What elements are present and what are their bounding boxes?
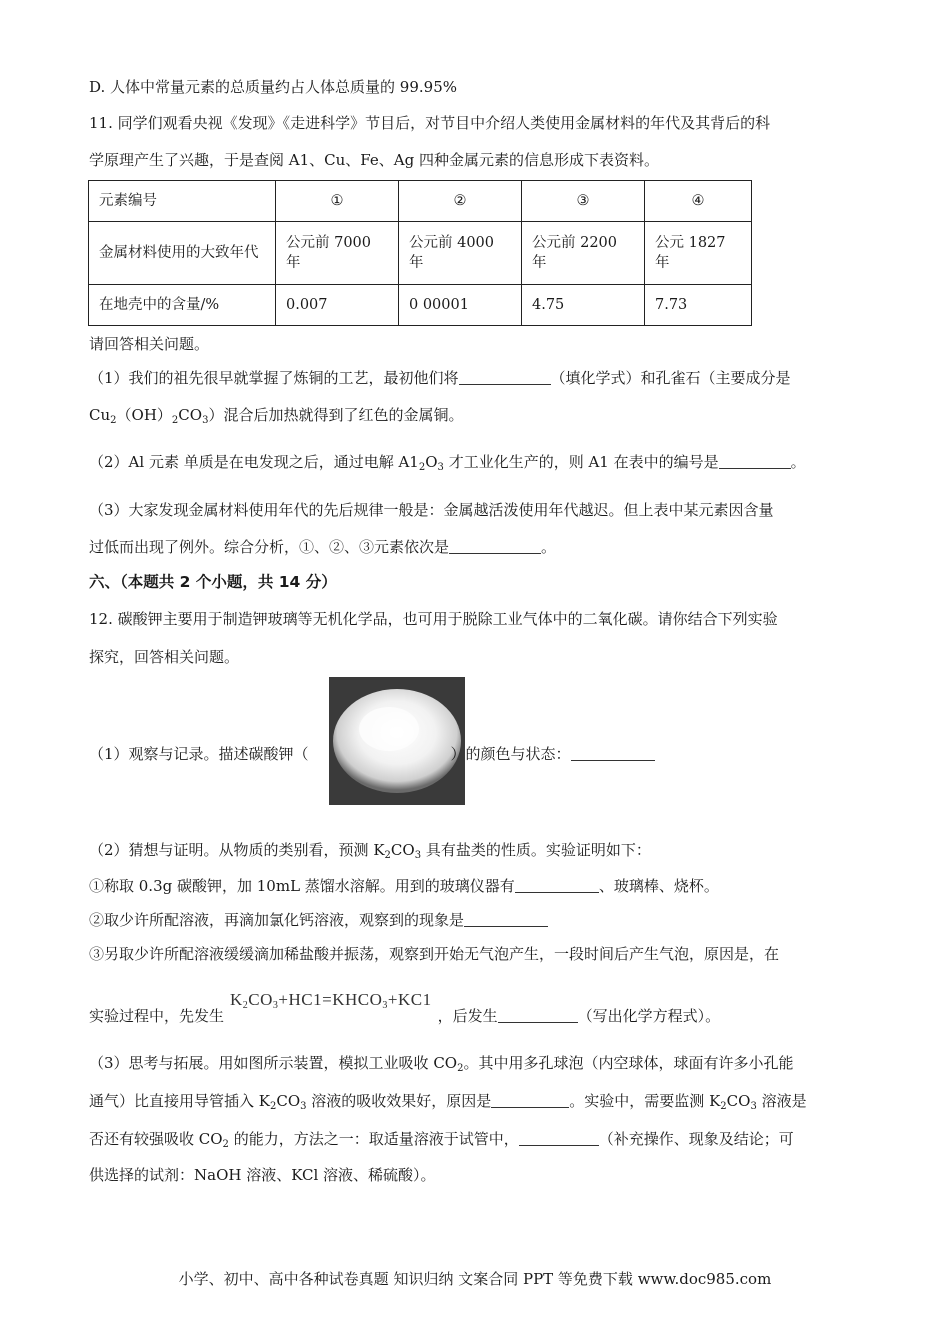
q12-part2: （2）猜想与证明。从物质的类别看，预测 $K_2CO_3$ 具有盐类的性质。实验证明如下：: [89, 841, 651, 861]
q11-part1-line2: $Cu_2(OH)_2CO_3$）混合后加热就得到了红色的金属铜。: [89, 406, 464, 426]
q12-part3-line1: （3）思考与拓展。用如图所示装置，模拟工业吸收 $CO_2$。其中用多孔球泡（内空球体，球面有许多小孔能: [89, 1054, 794, 1074]
q12-part3-line3: 否还有较强吸收 $CO_2$ 的能力，方法之一：取适量溶液于试管中， （补充操作、现象及结论；可: [89, 1130, 794, 1150]
table-cell: 公元前 7000 年: [276, 222, 399, 285]
answer-blank[interactable]: [498, 1008, 578, 1023]
table-cell: ③: [522, 181, 645, 222]
q12-part3-line2: 通气）比直接用导管插入 $K_2CO_3$ 溶液的吸收效果好，原因是 。实验中，需要监测 $K_2CO_3$ 溶液是: [89, 1092, 807, 1112]
table-cell: 公元前 2200 年: [522, 222, 645, 285]
table-cell: 0.007: [276, 285, 399, 326]
q11-part1-line1: （1）我们的祖先很早就掌握了炼铜的工艺，最初他们将 （填化学式）和孔雀石（主要成分是: [89, 369, 791, 387]
answer-blank[interactable]: [459, 370, 551, 385]
table-cell: 金属材料使用的大致年代: [89, 222, 276, 285]
section-heading: 六、（本题共 2 个小题，共 14 分）: [89, 573, 337, 591]
q12-stem-line1: 12. 碳酸钾主要用于制造钾玻璃等无机化学品，也可用于脱除工业气体中的二氧化碳。请你结合下列实验: [89, 610, 778, 628]
table-cell: 公元前 4000 年: [399, 222, 522, 285]
q12-step2: ②取少许所配溶液，再滴加氯化钙溶液，观察到的现象是: [89, 910, 548, 930]
table-cell: ②: [399, 181, 522, 222]
table-row: [89, 285, 752, 326]
answer-blank[interactable]: [719, 454, 791, 469]
q11-part2: （2）Al 元素 单质是在电发现之后，通过电解 $A1_2O_3$ 才工业化生产的，则 A1 在表中的编号是 。: [89, 453, 806, 473]
table-cell: 4.75: [522, 285, 645, 326]
q12-stem-line2: 探究，回答相关问题。: [89, 648, 240, 666]
q11-part3-line2: 过低而出现了例外。综合分析，①、②、③元素依次是 。: [89, 538, 557, 556]
answer-blank[interactable]: [491, 1093, 569, 1108]
q12-part3-line4: 供选择的试剂：NaOH 溶液、KCl 溶液、稀硫酸）。: [89, 1166, 436, 1184]
page-footer: 小学、初中、高中各种试卷真题 知识归纳 文案合同 PPT 等免费下载 www.doc985.com: [178, 1270, 772, 1288]
table-row: [89, 222, 752, 285]
answer-blank[interactable]: [519, 1131, 599, 1146]
table-cell: 0 00001: [399, 285, 522, 326]
q11-ask: 请回答相关问题。: [89, 335, 210, 353]
q12-part1: （1）观察与记录。描述碳酸钾（ ）的颜色与状态：: [89, 744, 655, 764]
table-cell: ④: [645, 181, 752, 222]
q10-option-d: D. 人体中常量元素的总质量约占人体总质量的 99.95%: [89, 78, 457, 96]
q11-part3-line1: （3）大家发现金属材料使用年代的先后规律一般是：金属越活泼使用年代越迟。但上表中某元素因含量: [89, 501, 774, 519]
answer-blank[interactable]: [571, 746, 655, 761]
q12-step3-cont: 实验过程中，先发生$K_2CO_3+HC1=KHCO_3+KC1$，后发生 （写出化学方程式）。: [89, 990, 721, 1025]
white-powder-image: [329, 677, 465, 805]
table-cell: 元素编号: [89, 181, 276, 222]
table-header-row: [89, 181, 752, 222]
q11-stem-line1: 11. 同学们观看央视《发现》《走进科学》节目后，对节目中介绍人类使用金属材料的年代及其背后的科: [89, 114, 771, 132]
q11-stem-line2: 学原理产生了兴趣，于是查阅 A1、Cu、Fe、Ag 四种金属元素的信息形成下表资料。: [89, 151, 659, 169]
table-cell: 公元 1827 年: [645, 222, 752, 285]
metal-info-table: [88, 180, 752, 326]
answer-blank[interactable]: [515, 878, 599, 893]
table-cell: 7.73: [645, 285, 752, 326]
reaction-equation: $K_2CO_3+HC1=KHCO_3+KC1$: [230, 990, 432, 1011]
answer-blank[interactable]: [449, 539, 541, 554]
table-cell: ①: [276, 181, 399, 222]
table-cell: 在地壳中的含量/%: [89, 285, 276, 326]
q12-step1: ①称取 0.3g 碳酸钾，加 10mL 蒸馏水溶解。用到的玻璃仪器有 、玻璃棒、烧杯。: [89, 877, 719, 895]
potassium-carbonate-photo: [329, 677, 465, 805]
q12-step3: ③另取少许所配溶液缓缓滴加稀盐酸并振荡，观察到开始无气泡产生，一段时间后产生气泡，原因是，在: [89, 945, 780, 963]
answer-blank[interactable]: [464, 912, 548, 927]
